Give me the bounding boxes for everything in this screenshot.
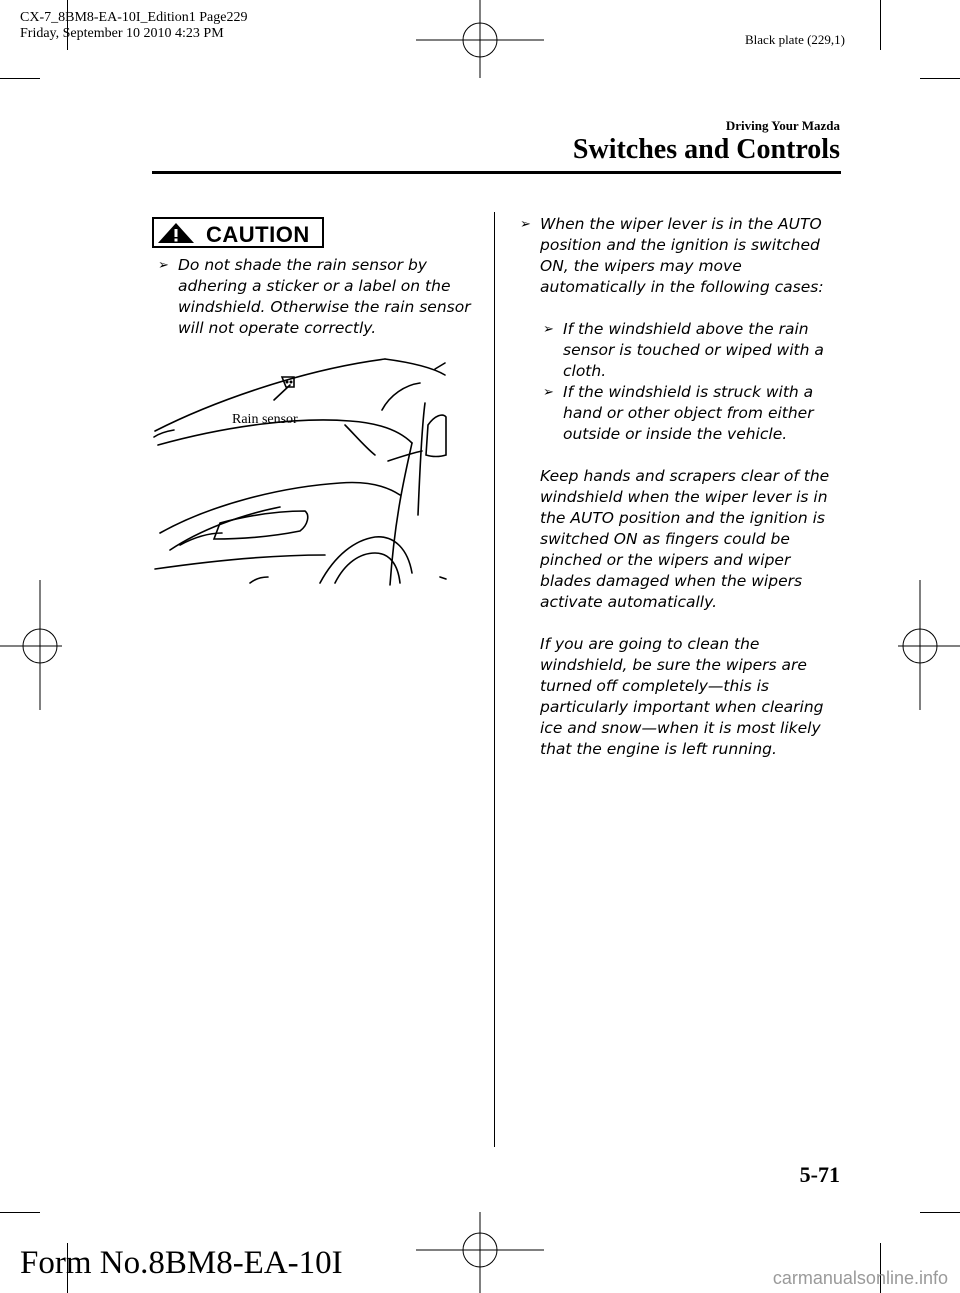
file-info (20, 10, 247, 42)
bullet-arrow-icon: ➢ (543, 322, 554, 337)
bullet-arrow-icon: ➢ (520, 217, 531, 232)
chapter-title: Driving Your Mazda (725, 118, 840, 133)
bullet-arrow-icon: ➢ (543, 385, 554, 400)
right-bullet-main-text: When the wiper lever is in the AUTO position and the ignition is switched ON, the wipers may move automatically in the following cases: (540, 215, 824, 296)
caution-banner (152, 217, 324, 248)
right-sub-bullet-1-text: If the windshield above the rain sensor is touched or wiped with a cloth. (563, 320, 824, 380)
right-bullet-main (520, 214, 835, 298)
column-divider (494, 212, 495, 1147)
header-rule (152, 171, 841, 174)
bullet-arrow-icon: ➢ (158, 258, 169, 273)
right-sub-bullet-2-text: If the windshield is struck with a hand or other object from either outside or inside the vehicle. (563, 383, 814, 443)
file-info-line1: CX-7_8BM8-EA-10I_Edition1 Page229 (20, 10, 248, 25)
caution-label: CAUTION (206, 222, 310, 247)
page-number: 5-71 (799, 1162, 840, 1187)
caution-bullet-text: Do not shade the rain sensor by adhering a sticker or a label on the windshield. Otherwise the rain sensor will not operate correctly. (178, 256, 471, 337)
caution-bullet (158, 255, 478, 339)
right-sub-bullet-1 (543, 319, 838, 382)
form-number: Form No.8BM8-EA-10I (20, 1245, 343, 1281)
right-sub-bullet-2 (543, 382, 838, 445)
rain-sensor-illustration (150, 355, 450, 587)
plate-info: Black plate (229,1) (745, 32, 845, 47)
file-info-line2: Friday, September 10 2010 4:23 PM (20, 26, 224, 41)
watermark: carmanualsonline.info (772, 1268, 948, 1288)
right-paragraph-2: If you are going to clean the windshield, be sure the wipers are turned off completely—this is particularly important when clearing ice and snow—when it is most likely that the engine is left running. (540, 635, 824, 758)
figure-label-rain-sensor: Rain sensor (232, 412, 298, 427)
right-paragraph-1: Keep hands and scrapers clear of the windshield when the wiper lever is in the AUTO position and the ignition is switched ON as fingers could be pinched or the wipers and wiper blades damaged when the wipers activate automatically. (540, 467, 830, 611)
section-title: Switches and Controls (572, 134, 840, 165)
warning-triangle-icon (156, 221, 196, 245)
